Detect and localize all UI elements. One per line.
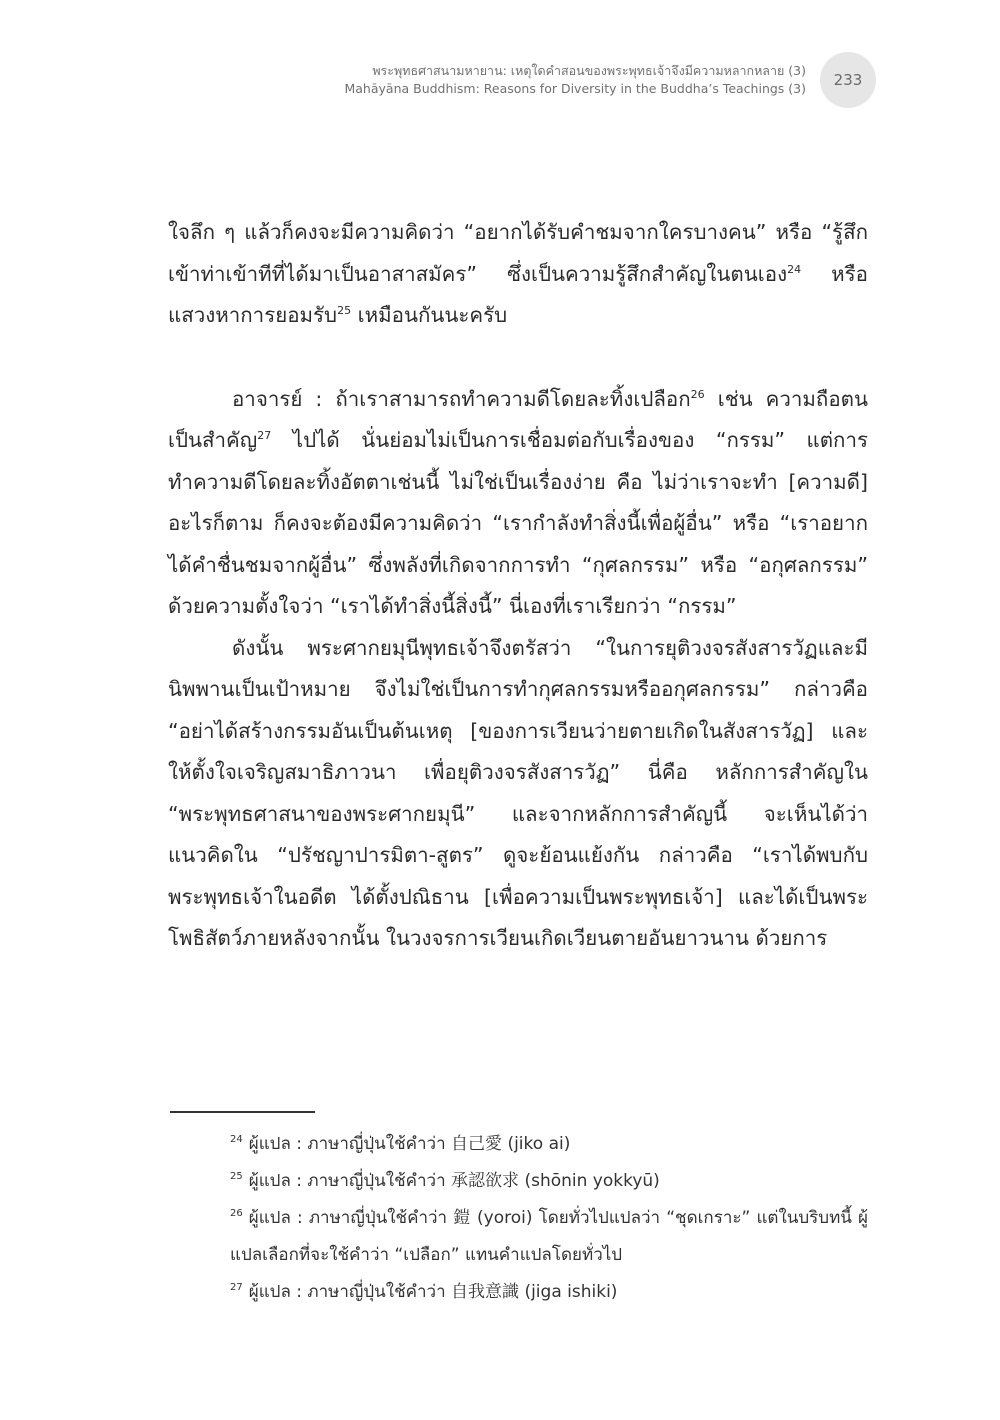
footnote-text: ผู้แปล : ภาษาญี่ปุ่นใช้คำว่า 鎧 (yoroi) โดยทั่วไปแปลว่า “ชุดเกราะ” แต่ในบริบทนี้ ผู้แปลเลือกที่จะใช้คำว่า “เปลือก” แทนคำแปลโดยทั่วไป xyxy=(230,1208,868,1265)
footnote-number: 26 xyxy=(230,1208,243,1219)
paragraph-1-text-b: หรือแสวงหาการยอมรับ xyxy=(168,261,868,327)
footnote-divider xyxy=(170,1111,315,1113)
footnote-text: ผู้แปล : ภาษาญี่ปุ่นใช้คำว่า 自我意識 (jiga ishiki) xyxy=(248,1282,618,1302)
footnotes xyxy=(168,1126,868,1311)
paragraph-gap xyxy=(168,337,868,379)
paragraph-2-text-a: อาจารย์ : ถ้าเราสามารถทำความดีโดยละทิ้งเปลือก xyxy=(232,386,691,411)
footnote-ref-25[interactable]: 25 xyxy=(337,304,352,317)
page-number: 233 xyxy=(833,71,863,89)
running-header xyxy=(0,62,806,98)
footnote-ref-27[interactable]: 27 xyxy=(257,429,272,442)
header-thai-title: พระพุทธศาสนามหายาน: เหตุใดคำสอนของพระพุทธเจ้าจึงมีความหลากหลาย (3) xyxy=(372,63,806,78)
page-number-badge xyxy=(820,52,876,108)
paragraph-2 xyxy=(168,379,868,628)
footnote-25 xyxy=(168,1163,868,1200)
footnote-26 xyxy=(168,1200,868,1274)
footnote-text: ผู้แปล : ภาษาญี่ปุ่นใช้คำว่า 承認欲求 (shōnin yokkyū) xyxy=(248,1171,660,1191)
footnote-ref-24[interactable]: 24 xyxy=(787,262,802,276)
paragraph-1-text-c: เหมือนกันนะครับ xyxy=(351,303,508,327)
header-english-title: Mahāyāna Buddhism: Reasons for Diversity in the Buddha’s Teachings (3) xyxy=(344,81,806,96)
paragraph-2-text-c: ไปได้ นั่นย่อมไม่เป็นการเชื่อมต่อกับเรื่องของ “กรรม” แต่การทำความดีโดยละทิ้งอัตตาเช่นนี้ ไม่ใช่เป็นเรื่องง่าย คือ ไม่ว่าเราจะทำ [ความดี] อะไรก็ตาม ก็คงจะต้องมีความคิดว่า “เรากำลังทำสิ่งนี้เพื่อผู้อื่น” หรือ “เราอยากได้คำชื่นชมจากผู้อื่น” ซึ่งพลังที่เกิดจากการทำ “กุศลกรรม” หรือ “อกุศลกรรม” ด้วยความตั้งใจว่า “เราได้ทำสิ่งนี้สิ่งนี้” นี่เองที่เราเรียกว่า “กรรม” xyxy=(168,428,868,618)
footnote-27 xyxy=(168,1274,868,1311)
paragraph-1-text-a: ใจลึก ๆ แล้วก็คงจะมีความคิดว่า “อยากได้รับคำชมจากใครบางคน” หรือ “รู้สึกเข้าท่าเข้าทีที่ได้มาเป็นอาสาสมัคร” ซึ่งเป็นความรู้สึกสำคัญในตนเอง xyxy=(168,220,868,286)
footnote-ref-26[interactable]: 26 xyxy=(690,387,705,401)
paragraph-2-text-b: เช่น ความถือตนเป็นสำคัญ xyxy=(168,386,868,452)
footnote-number: 25 xyxy=(230,1171,243,1182)
footnote-text: ผู้แปล : ภาษาญี่ปุ่นใช้คำว่า 自己愛 (jiko ai) xyxy=(248,1134,571,1154)
main-text xyxy=(168,212,868,960)
footnote-number: 24 xyxy=(230,1134,243,1145)
paragraph-3: ดังนั้น พระศากยมุนีพุทธเจ้าจึงตรัสว่า “ในการยุติวงจรสังสารวัฏและมีนิพพานเป็นเป้าหมาย จึงไม่ใช่เป็นการทำกุศลกรรมหรืออกุศลกรรม” กล่าวคือ “อย่าได้สร้างกรรมอันเป็นต้นเหตุ [ของการเวียนว่ายตายเกิดในสังสารวัฏ] และให้ตั้งใจเจริญสมาธิภาวนา เพื่อยุติวงจรสังสารวัฏ” นี่คือ หลักการสำคัญใน “พระพุทธศาสนาของพระศากยมุนี” และจากหลักการสำคัญนี้ จะเห็นได้ว่า แนวคิดใน “ปรัชญาปารมิตา-สูตร” ดูจะย้อนแย้งกัน กล่าวคือ “เราได้พบกับพระพุทธเจ้าในอดีต ได้ตั้งปณิธาน [เพื่อความเป็นพระพุทธเจ้า] และได้เป็นพระโพธิสัตว์ภายหลังจากนั้น ในวงจรการเวียนเกิดเวียนตายอันยาวนาน ด้วยการ xyxy=(168,635,868,950)
footnote-number: 27 xyxy=(230,1282,243,1293)
paragraph-1 xyxy=(168,212,868,337)
footnote-24 xyxy=(168,1126,868,1163)
